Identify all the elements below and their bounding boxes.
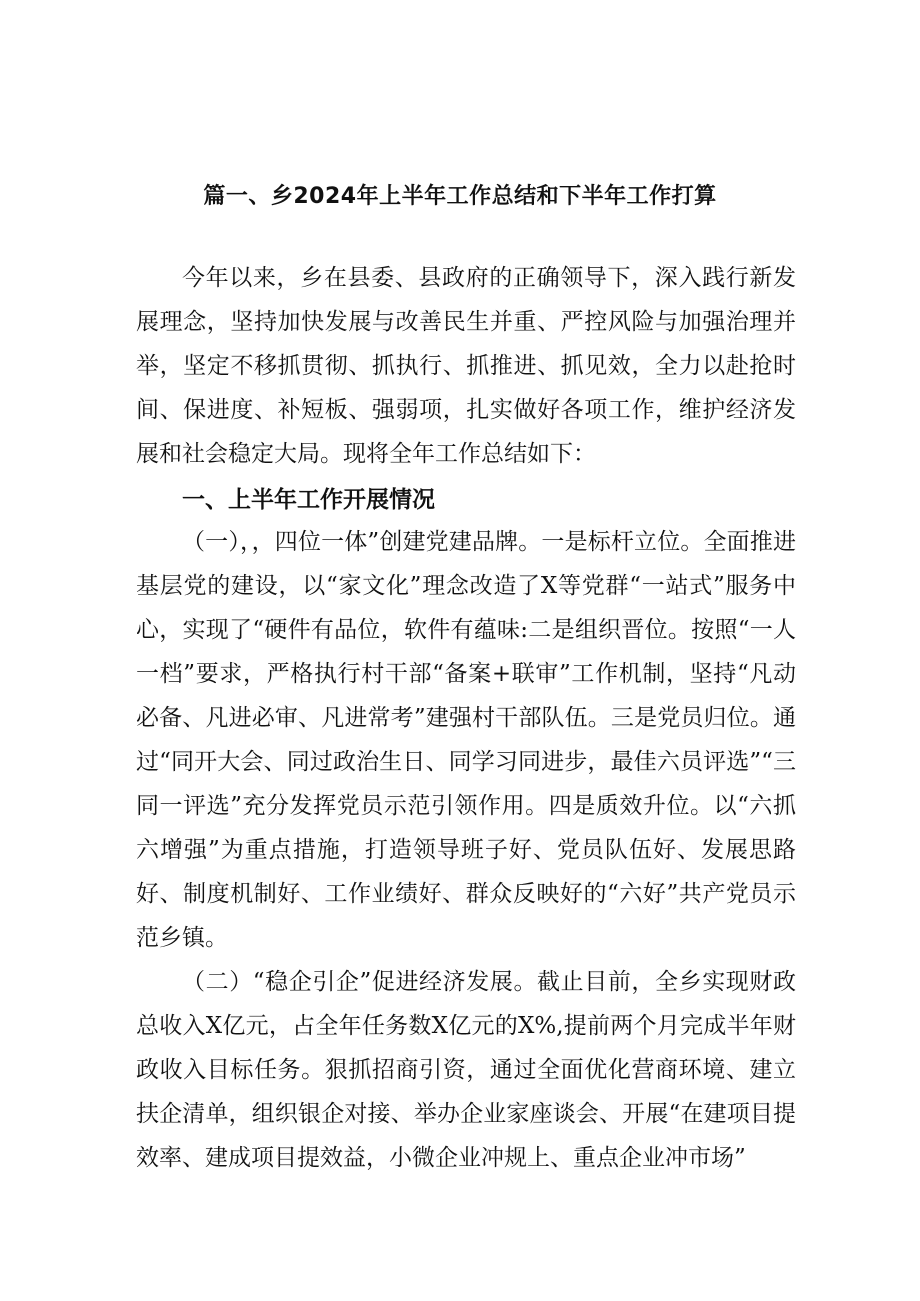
paragraph-economy: （二）“稳企引企”促进经济发展。截止目前，全乡实现财政总收入X亿元，占全年任务数X亿元的X%,提前两个月完成半年财政收入目标任务。狠抓招商引资，通过全面优化营商环境、建立扶企清单，组织银企对接、举办企业家座谈会、开展“在建项目提效率、建成项目提效益，小微企业冲规上、重点企业冲市场” <box>136 969 796 1171</box>
intro-paragraph: 今年以来，乡在县委、县政府的正确领导下，深入践行新发展理念，坚持加快发展与改善民生并重、严控风险与加强治理并举，坚定不移抓贯彻、抓执行、抓推进、抓见效，全力以赴抢时间、保进度、补短板、强弱项，扎实做好各项工作，维护经济发展和社会稳定大局。现将全年工作总结如下： <box>136 265 796 467</box>
section-heading: 一、上半年工作开展情况 <box>182 487 435 513</box>
paragraph-party-building: （一），，四位一体”创建党建品牌。一是标杆立位。全面推进基层党的建设，以“家文化”理念改造了X等党群“一站式”服务中心，实现了“硬件有品位，软件有蕴味:二是组织晋位。按照“一人一档”要求，严格执行村干部“备案+联审”工作机制，坚持“凡动必备、凡进必审、凡进常考”建强村干部队伍。三是党员归位。通过“同开大会、同过政治生日、同学习同进步，最佳六员评选”“三同一评选”充分发挥党员示范引领作用。四是质效升位。以“六抓六增强”为重点措施，打造领导班子好、党员队伍好、发展思路好、制度机制好、工作业绩好、群众反映好的“六好”共产党员示范乡镇。 <box>136 529 796 951</box>
document-title: 篇一、乡2024年上半年工作总结和下半年工作打算 <box>203 183 717 209</box>
